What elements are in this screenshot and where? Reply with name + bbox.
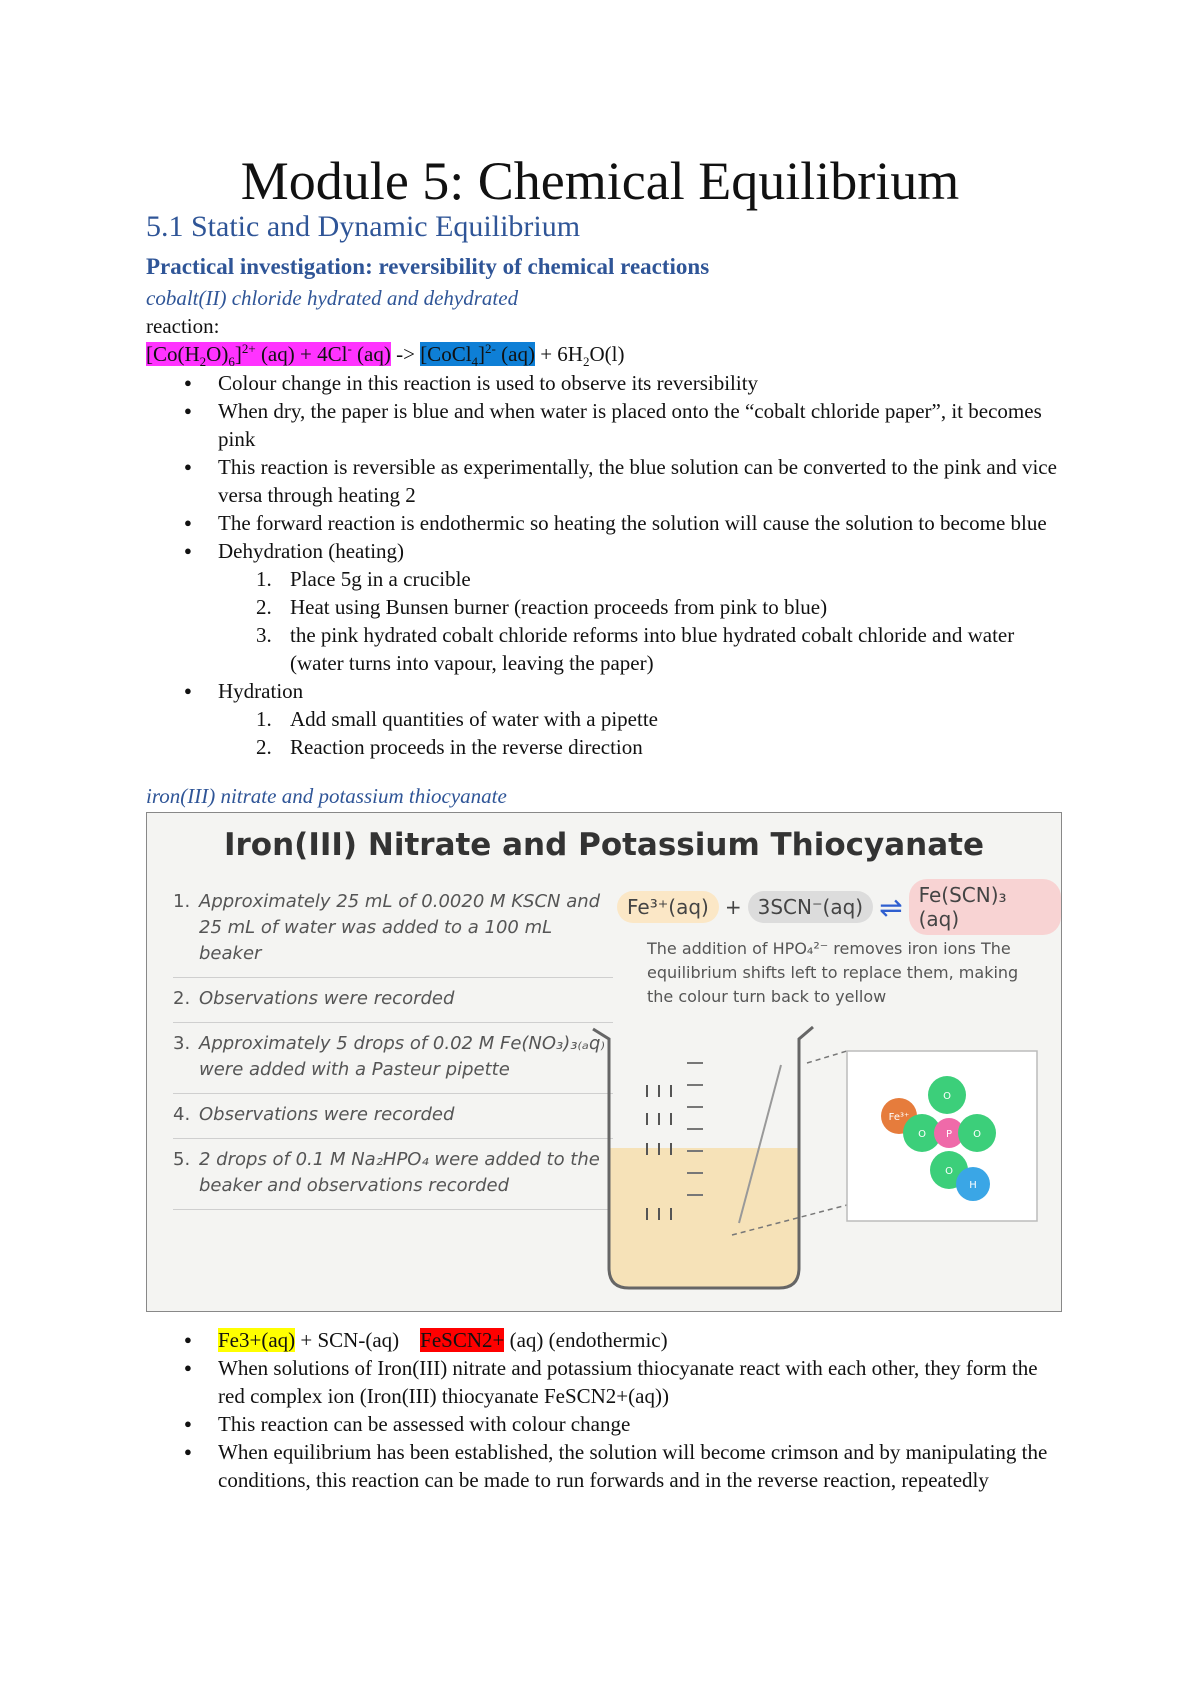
list-item: ● The forward reaction is endothermic so heating the solution will cause the solution to become blue bbox=[146, 509, 1066, 537]
list-item: ● This reaction can be assessed with colour change bbox=[146, 1410, 1066, 1438]
svg-text:O: O bbox=[918, 1129, 926, 1140]
fe-ion-pill: Fe³⁺(aq) bbox=[617, 891, 719, 923]
figure-step: 2. Observations were recorded bbox=[173, 978, 613, 1023]
list-item-dehydration bbox=[146, 537, 1066, 677]
beaker-liquid bbox=[609, 1148, 799, 1288]
svg-text:H: H bbox=[969, 1180, 977, 1191]
scn-ion-pill: 3SCN⁻(aq) bbox=[748, 891, 873, 923]
list-item: 1. Add small quantities of water with a pipette bbox=[256, 707, 658, 731]
list-item: 2. Reaction proceeds in the reverse direction bbox=[256, 735, 643, 759]
beaker-diagram bbox=[147, 813, 1061, 1311]
fescn-highlight: FeSCN2+ bbox=[420, 1328, 505, 1352]
page-title: Module 5: Chemical Equilibrium bbox=[240, 151, 960, 211]
cobalt-equation: $[Co(H_2O)_6]^{2+}$ (aq) + 4Cl- (aq) -> [CoCl$_4$]$^{2-}$ $(aq) + 6H_2O(l)$ bbox=[146, 341, 625, 370]
product-pill: Fe(SCN)₃ (aq) bbox=[909, 879, 1061, 935]
hydration-steps bbox=[218, 705, 1066, 761]
iron-subheading: iron(III) nitrate and potassium thiocyanate bbox=[146, 784, 507, 808]
figure-step: 3. Approximately 5 drops of 0.02 M Fe(NO₃)₃₍ₐq₎ were added with a Pasteur pipette bbox=[173, 1023, 613, 1094]
cobalt-bullets bbox=[146, 369, 1066, 761]
list-item: 2. Heat using Bunsen burner (reaction proceeds from pink to blue) bbox=[256, 595, 828, 619]
dehydration-steps bbox=[218, 565, 1066, 677]
practical-heading: Practical investigation: reversibility of chemical reactions bbox=[146, 254, 710, 279]
svg-text:O: O bbox=[943, 1091, 951, 1102]
svg-text:Fe³⁺: Fe³⁺ bbox=[888, 1112, 910, 1123]
iron-thiocyanate-figure bbox=[146, 812, 1062, 1312]
list-item: 1. Place 5g in a crucible bbox=[256, 567, 471, 591]
hydrated-complex: $[Co(H_2O)_6]^{2+}$ (aq) + 4Cl- (aq) bbox=[146, 341, 391, 370]
figure-title: Iron(III) Nitrate and Potassium Thiocyanate bbox=[223, 827, 985, 863]
cobalt-subheading: cobalt(II) chloride hydrated and dehydrated bbox=[146, 286, 519, 310]
reaction-label: reaction: bbox=[146, 314, 220, 338]
hydration-label: Hydration bbox=[218, 679, 304, 703]
plus-sign: + bbox=[724, 895, 742, 919]
svg-text:O: O bbox=[973, 1129, 981, 1140]
figure-step: 1. Approximately 25 mL of 0.0020 M KSCN and 25 mL of water was added to a 100 mL beaker bbox=[173, 881, 613, 978]
section-heading: 5.1 Static and Dynamic Equilibrium bbox=[146, 210, 581, 243]
figure-note: The addition of HPO₄²⁻ removes iron ions The equilibrium shifts left to replace them, making the colour turn back to yellow bbox=[647, 939, 1019, 1006]
figure-step: 5. 2 drops of 0.1 M Na₂HPO₄ were added to the beaker and observations recorded bbox=[173, 1139, 613, 1210]
equilibrium-arrow-icon: ⇌ bbox=[879, 890, 903, 924]
list-item: ● When solutions of Iron(III) nitrate and potassium thiocyanate react with each other, they form the red complex ion (Iron(III) thiocyanate FeSCN2+(aq)) bbox=[146, 1354, 1066, 1410]
iron-bullets bbox=[146, 1326, 1066, 1494]
fe3-highlight: Fe3+(aq) bbox=[218, 1328, 296, 1352]
list-item-hydration bbox=[146, 677, 1066, 761]
equation-tail: + 6H bbox=[540, 342, 583, 366]
list-item: ● When dry, the paper is blue and when water is placed onto the “cobalt chloride paper”, it becomes pink bbox=[146, 397, 1066, 453]
list-item: 3. the pink hydrated cobalt chloride reforms into blue hydrated cobalt chloride and water (water turns into vapour, leaving the paper) bbox=[256, 623, 1015, 675]
svg-text:O: O bbox=[945, 1166, 953, 1177]
list-item: ● Colour change in this reaction is used to observe its reversibility bbox=[146, 369, 1066, 397]
figure-step: 4. Observations were recorded bbox=[173, 1094, 613, 1139]
list-item: ● This reaction is reversible as experimentally, the blue solution can be converted to the pink and vice versa through heating 2 bbox=[146, 453, 1066, 509]
dehydration-label: Dehydration (heating) bbox=[218, 539, 405, 563]
svg-text:P: P bbox=[945, 1129, 953, 1140]
list-item: ● When equilibrium has been established, the solution will become crimson and by manipulating the conditions, this reaction can be made to run forwards and in the reverse reaction, repeatedly bbox=[146, 1438, 1066, 1494]
tetrachloro-complex: [CoCl$_4$]$^{2-}$ (aq) bbox=[420, 341, 535, 370]
equation-arrow: -> bbox=[396, 342, 415, 366]
list-item-iron-equation: ● Fe3+(aq) + SCN-(aq) FeSCN2+ (aq) (endothermic) bbox=[146, 1326, 1066, 1354]
